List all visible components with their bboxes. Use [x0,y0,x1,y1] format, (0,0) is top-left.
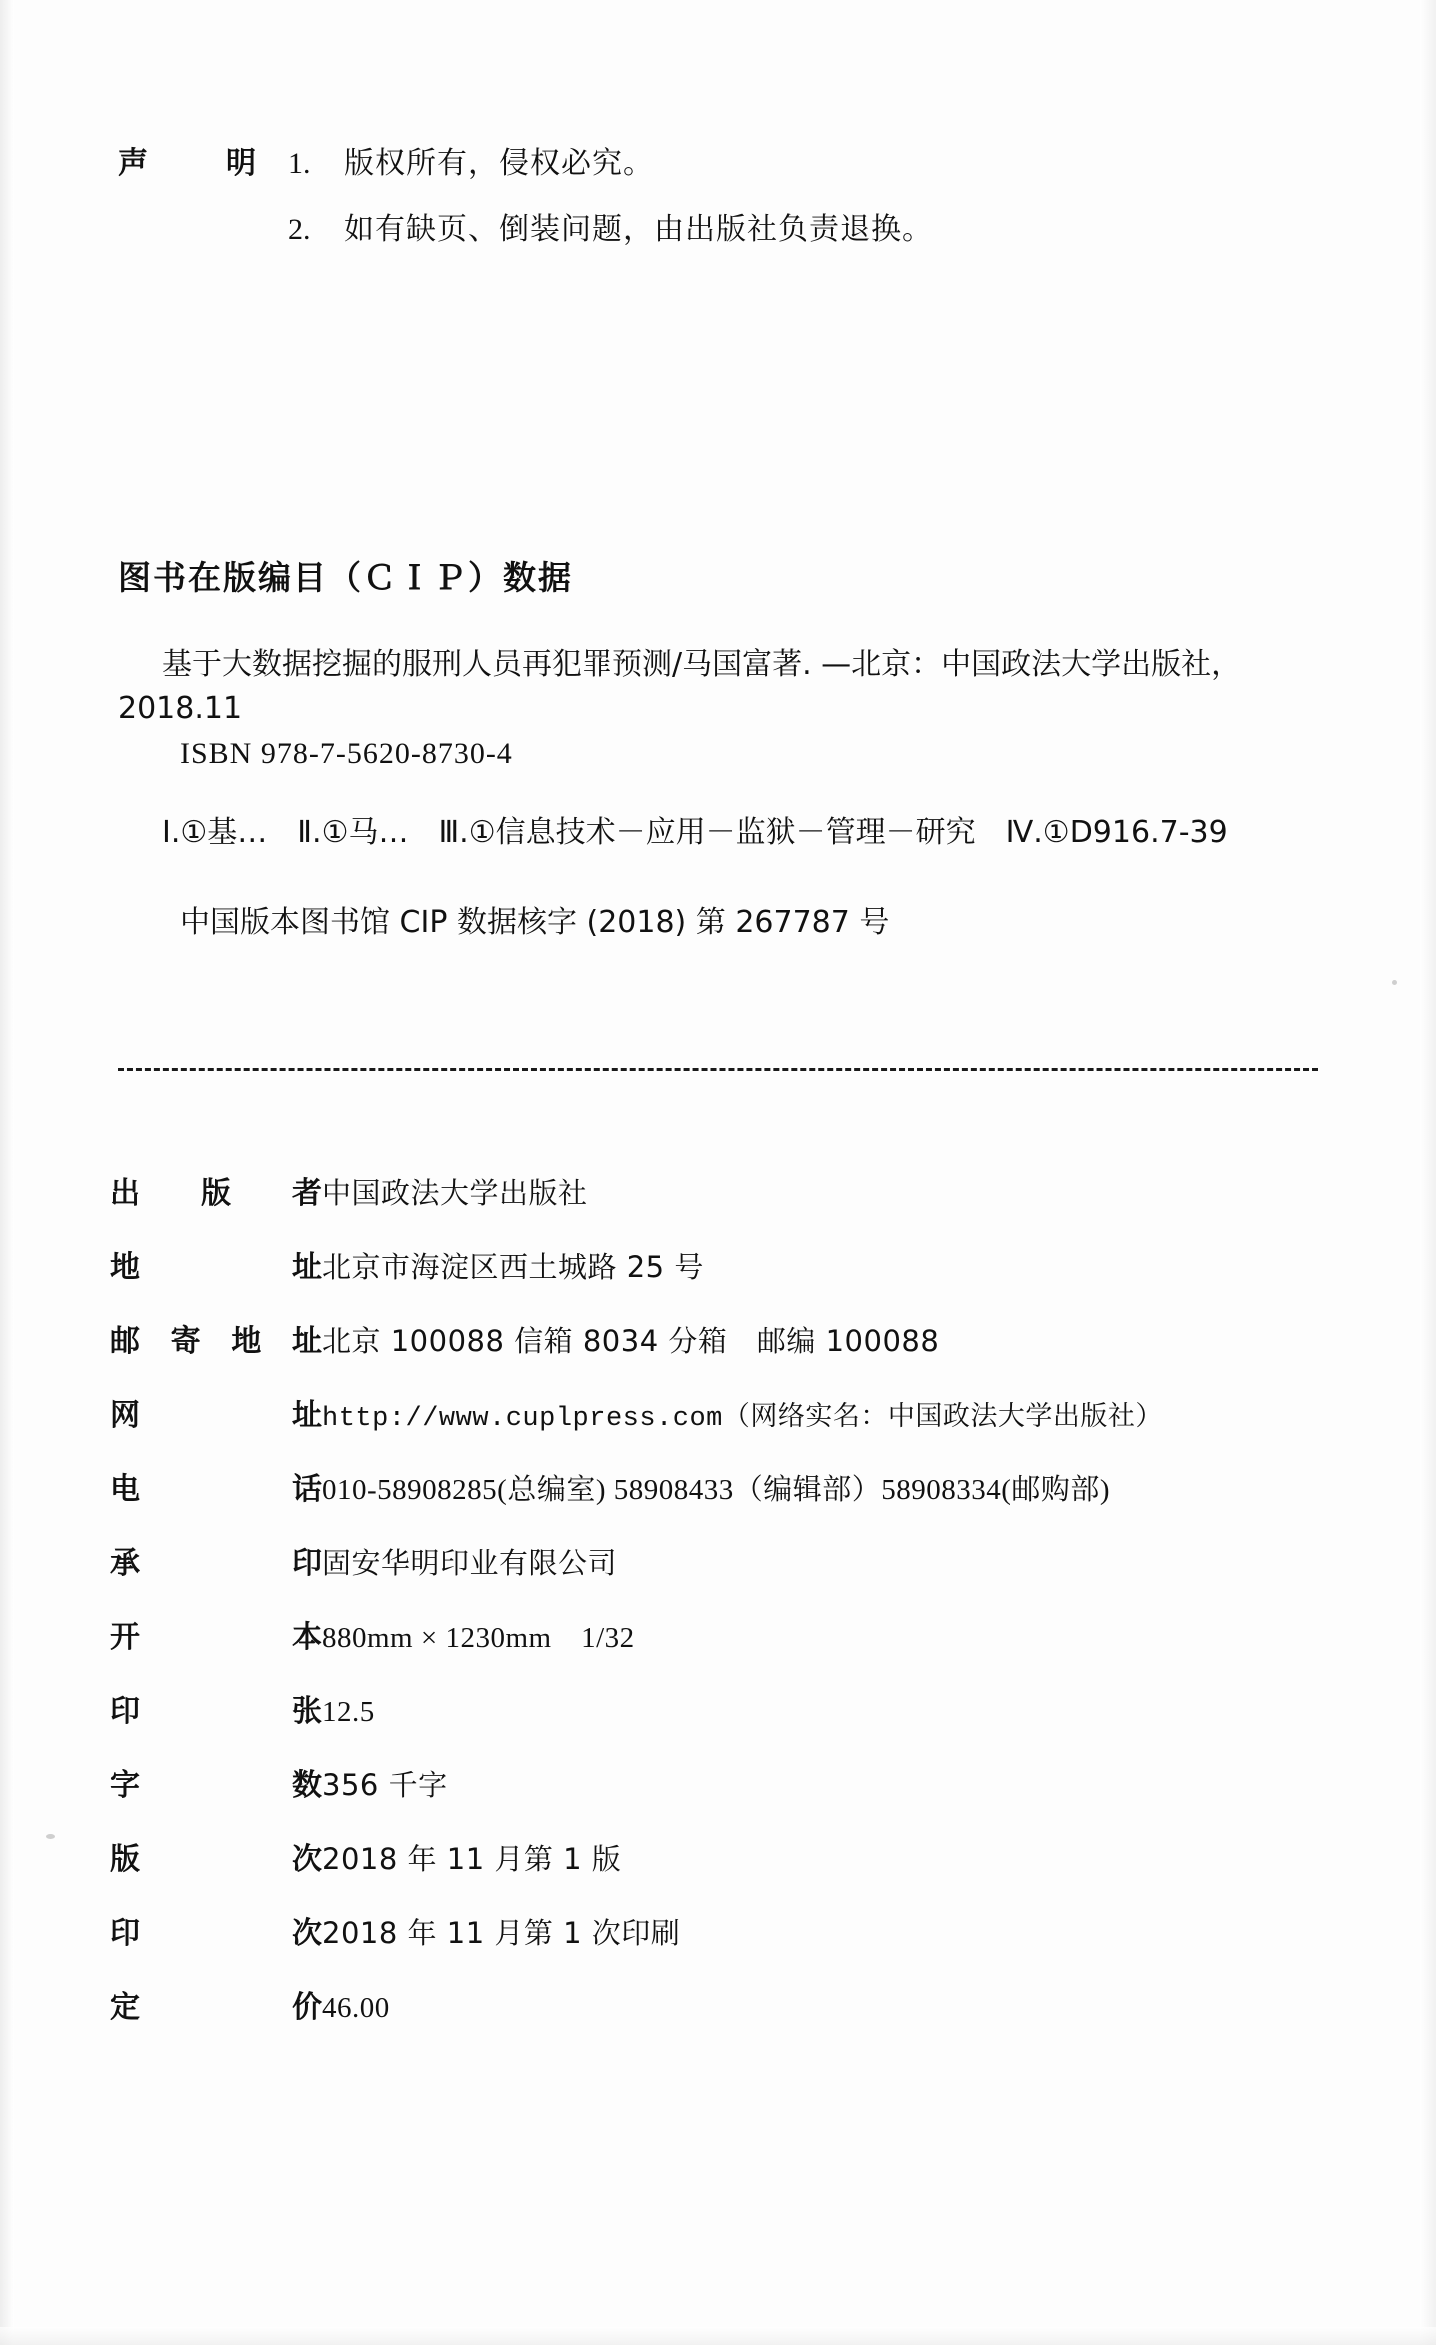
colophon-value-price: 46.00 [322,1992,390,2024]
colophon-row [110,1390,1390,1464]
cip-heading: 图书在版编目（ＣＩＰ）数据 [118,558,573,597]
colophon-label-edition: 版 次 [110,1842,322,1877]
colophon-label-printer: 承 印 [110,1546,322,1581]
colophon-label-address: 地 址 [110,1250,322,1285]
declaration-item-number: 2. [288,213,311,246]
colophon-row [110,1316,1390,1390]
colophon-value-address: 北京市海淀区西土城路 25 号 [322,1250,704,1284]
colophon-row [110,1908,1390,1982]
colophon-row [110,1760,1390,1834]
colophon-value-publisher: 中国政法大学出版社 [322,1176,588,1210]
colophon-value-website: http://www.cuplpress.com（网络实名：中国政法大学出版社） [322,1404,1163,1434]
colophon-row [110,1538,1390,1612]
colophon-value-wordcount: 356 千字 [322,1768,448,1802]
scan-speck [1392,980,1397,985]
declaration-label: 声 明 [118,146,280,181]
colophon-row [110,1686,1390,1760]
cip-description-line [118,643,1338,731]
colophon-value-phone: 010-58908285(总编室) 58908433（编辑部）58908334(邮购部) [322,1474,1111,1506]
colophon-row [110,1242,1390,1316]
cip-block [118,552,1338,941]
scan-edge-right [1420,0,1436,2345]
declaration-item-text: 版权所有，侵权必究。 [344,146,654,181]
cip-classification-line [118,811,1338,855]
scan-speck [46,1834,55,1839]
colophon-value-edition: 2018 年 11 月第 1 版 [322,1842,622,1876]
colophon-value-mailing-address: 北京 100088 信箱 8034 分箱 邮编 100088 [322,1324,940,1358]
colophon-label-phone: 电 话 [110,1472,322,1507]
colophon-row [110,1612,1390,1686]
declaration-block [118,138,1298,270]
colophon-label-publisher: 出 版 者 [110,1176,322,1211]
colophon-label-impression: 印 次 [110,1916,322,1951]
cip-classification: Ⅰ.①基… Ⅱ.①马… Ⅲ.①信息技术－应用－监狱－管理－研究 Ⅳ.①D916.7-39 [162,815,1228,851]
scan-edge-bottom [0,2327,1436,2345]
colophon-row [110,1834,1390,1908]
dashed-divider [118,1068,1318,1071]
cip-description: 基于大数据挖掘的服刑人员再犯罪预测/马国富著. —北京：中国政法大学出版社，2018.11 [118,647,1242,727]
colophon-value-sheets: 12.5 [322,1696,375,1728]
declaration-item-number: 1. [288,147,311,180]
colophon-label-price: 定 价 [110,1990,322,2025]
scan-edge-left [0,0,14,2345]
declaration-item-text: 如有缺页、倒装问题，由出版社负责退换。 [344,212,933,247]
declaration-item [118,138,1298,182]
colophon-label-format: 开 本 [110,1620,322,1655]
colophon-row [110,1464,1390,1538]
colophon-label-sheets: 印 张 [110,1694,322,1729]
colophon-row [110,1982,1390,2056]
colophon-table [110,1168,1390,2056]
declaration-item [118,204,1298,248]
colophon-label-wordcount: 字 数 [110,1768,322,1803]
colophon-row [110,1168,1390,1242]
colophon-label-website: 网 址 [110,1398,322,1433]
colophon-value-printer: 固安华明印业有限公司 [322,1546,618,1580]
colophon-value-impression: 2018 年 11 月第 1 次印刷 [322,1916,681,1950]
colophon-value-format: 880mm × 1230mm 1/32 [322,1622,635,1654]
cip-isbn: ISBN 978-7-5620-8730-4 [180,737,513,771]
colophon-label-mailing-address: 邮 寄 地 址 [110,1324,322,1359]
cip-core-number: 中国版本图书馆 CIP 数据核字 (2018) 第 267787 号 [180,905,890,941]
